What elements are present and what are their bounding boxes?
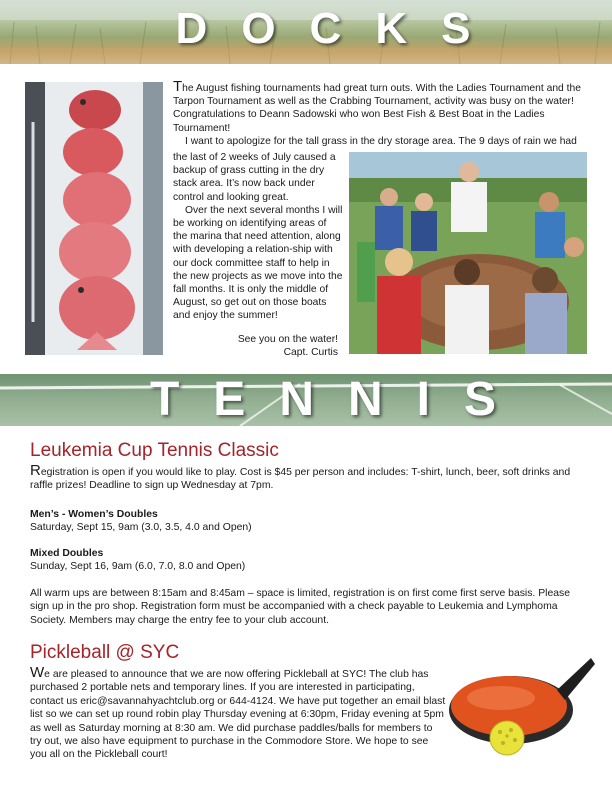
red-snapper-photo: [25, 82, 163, 355]
event-2-title: Mixed Doubles: [30, 548, 104, 559]
docks-dropcap: T: [173, 78, 183, 95]
docks-banner: [0, 0, 612, 64]
docks-paragraph-2-start: I want to apologize for the tall grass in the dry storage area. The 9 days of rain we had: [185, 135, 577, 147]
event-2-detail: Sunday, Sept 16, 9am (6.0, 7.0, 8.0 and Open): [30, 561, 246, 572]
kids-crabbing-photo: [349, 152, 587, 354]
docks-banner-title: DOCKS: [175, 4, 505, 53]
docks-paragraph-3: Over the next several months I will be working on identifying areas of the marina that need attention, along with developing a relation-ship with our dock committee staff to help in the new projects as we move into the fall months. It is only the middle of August, so get out on those boats and enjoy the summer!: [173, 204, 343, 322]
signoff-line-1: See you on the water!: [237, 334, 338, 345]
warmup-info: All warm ups are between 8:15am and 8:45am – space is limited, registration is on first come first serve basis. Please sign up in the pro shop. Registration form must be accompanied with a check payable to Leukemia and Lymphoma Society. Members may charge the entry fee to your club account.: [30, 588, 570, 626]
pickleball-paddle-illustration: [445, 650, 595, 762]
docks-article: [173, 80, 585, 148]
event-1-title: Men’s - Women’s Doubles: [30, 509, 158, 520]
signoff-author: Capt. Curtis: [283, 347, 338, 359]
tennis-banner: [0, 374, 612, 426]
pickleball-body: [30, 666, 446, 762]
leukemia-dropcap: R: [30, 462, 41, 479]
pickleball-body-text: e are pleased to announce that we are now offering Pickleball at SYC! The club has purchased 2 portable nets and temporary lines. If you are interested in participating, contact us eric@savannahyachtclub.org or 644-4124. We have put together an email blast list so we can set up round robin play Thursday evening at 6:30pm, Friday evening at 5pm as well as Saturday morning at 8:30 am. We did purchase paddles/balls for members to try out, we also have equipment to purchase in the Commodore Store. We hope to see you all on the Pickleball court!: [30, 669, 446, 761]
leukemia-intro: [30, 464, 582, 493]
pickleball-dropcap: W: [30, 664, 45, 681]
docks-paragraph-1: he August fishing tournaments had great turn outs. With the Ladies Tournament and the Tarpon Tournament as well as the Crabbing Tournament, activity was busy on the water! Congratulations to Deann Sadowski who won Best Fish & Best Boat in the Ladies Tournament!: [173, 83, 581, 134]
event-1-detail: Saturday, Sept 15, 9am (3.0, 3.5, 4.0 and Open): [30, 522, 252, 533]
pickleball-heading: Pickleball @ SYC: [30, 642, 180, 663]
docks-article-column: [173, 151, 343, 323]
docks-paragraph-2-rest: the last of 2 weeks of July caused a backup of grass cutting in the dry stack area. It’s now back under control and looking great.: [173, 152, 336, 203]
leukemia-intro-text: egistration is open if you would like to play. Cost is $45 per person and includes: T-shirt, lunch, beer, soft drinks and raffle prizes! Deadline to sign up Wednesday at 7pm.: [30, 467, 571, 492]
tennis-banner-title: TENNIS: [149, 374, 530, 426]
leukemia-cup-heading: Leukemia Cup Tennis Classic: [30, 440, 279, 461]
docks-signoff: [173, 333, 338, 359]
